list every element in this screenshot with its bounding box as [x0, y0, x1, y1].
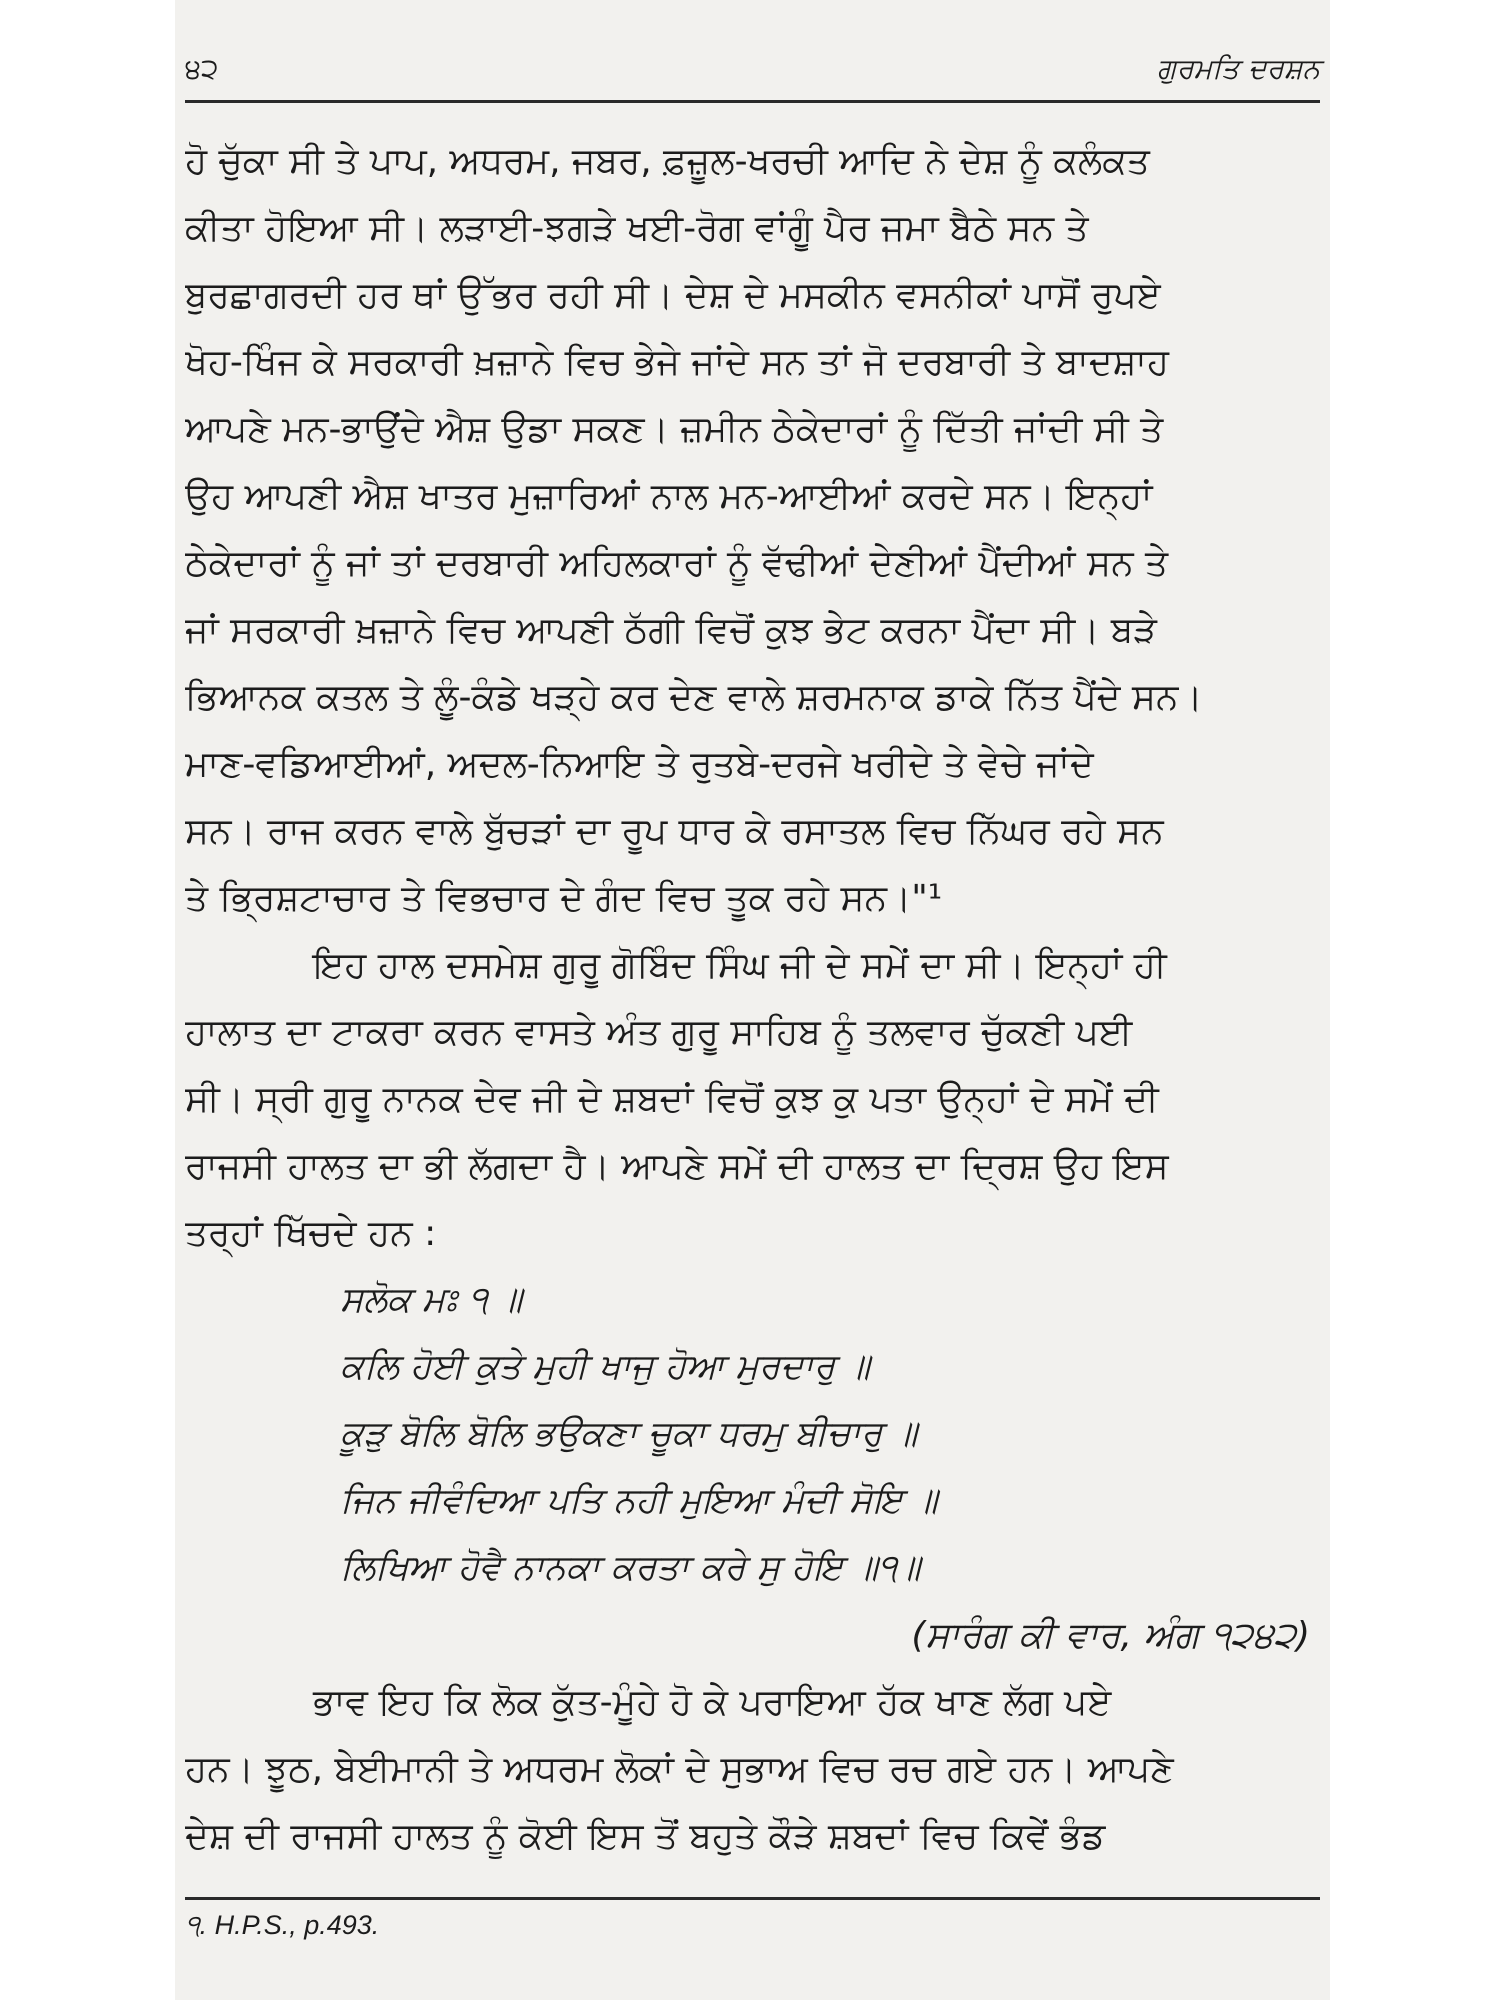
text-line: ਤਰ੍ਹਾਂ ਖਿੱਚਦੇ ਹਨ : [185, 1213, 437, 1254]
text-line: ਮਾਣ-ਵਡਿਆਈਆਂ, ਅਦਲ-ਨਿਆਇ ਤੇ ਰੁਤਬੇ-ਦਰਜੇ ਖਰੀਦੇ ਤੇ ਵੇਚੇ ਜਾਂਦੇ [185, 744, 1094, 785]
text-line: ਹੋ ਚੁੱਕਾ ਸੀ ਤੇ ਪਾਪ, ਅਧਰਮ, ਜਬਰ, ਫ਼ਜ਼ੂਲ-ਖਰਚੀ ਆਦਿ ਨੇ ਦੇਸ਼ ਨੂੰ ਕਲੰਕਤ [185, 141, 1150, 182]
footnote-divider [185, 1897, 1320, 1900]
text-line: ਰਾਜਸੀ ਹਾਲਤ ਦਾ ਭੀ ਲੱਗਦਾ ਹੈ। ਆਪਣੇ ਸਮੇਂ ਦੀ ਹਾਲਤ ਦਾ ਦ੍ਰਿਸ਼ ਉਹ ਇਸ [185, 1146, 1169, 1187]
paragraph-2 [185, 932, 1320, 1267]
scripture-verse [185, 1267, 1320, 1669]
text-line: ਖੋਹ-ਖਿੰਜ ਕੇ ਸਰਕਾਰੀ ਖ਼ਜ਼ਾਨੇ ਵਿਚ ਭੇਜੇ ਜਾਂਦੇ ਸਨ ਤਾਂ ਜੋ ਦਰਬਾਰੀ ਤੇ ਬਾਦਸ਼ਾਹ [185, 342, 1169, 383]
verse-line: ਜਿਨ ਜੀਵੰਦਿਆ ਪਤਿ ਨਹੀ ਮੁਇਆ ਮੰਦੀ ਸੋਇ ॥ [340, 1481, 938, 1521]
paragraph-3 [185, 1669, 1320, 1870]
text-line: ਬੁਰਛਾਗਰਦੀ ਹਰ ਥਾਂ ਉੱਭਰ ਰਹੀ ਸੀ। ਦੇਸ਼ ਦੇ ਮਸਕੀਨ ਵਸਨੀਕਾਂ ਪਾਸੋਂ ਰੁਪਏ [185, 275, 1161, 316]
footnote: ੧. H.P.S., p.493. [185, 1910, 380, 1940]
text-line: ਸੀ। ਸ੍ਰੀ ਗੁਰੂ ਨਾਨਕ ਦੇਵ ਜੀ ਦੇ ਸ਼ਬਦਾਂ ਵਿਚੋਂ ਕੁਝ ਕੁ ਪਤਾ ਉਨ੍ਹਾਂ ਦੇ ਸਮੇਂ ਦੀ [185, 1079, 1159, 1120]
text-line: ਆਪਣੇ ਮਨ-ਭਾਉਂਦੇ ਐਸ਼ ਉਡਾ ਸਕਣ। ਜ਼ਮੀਨ ਠੇਕੇਦਾਰਾਂ ਨੂੰ ਦਿੱਤੀ ਜਾਂਦੀ ਸੀ ਤੇ [185, 409, 1164, 450]
text-line: ਹਾਲਾਤ ਦਾ ਟਾਕਰਾ ਕਰਨ ਵਾਸਤੇ ਅੰਤ ਗੁਰੂ ਸਾਹਿਬ ਨੂੰ ਤਲਵਾਰ ਚੁੱਕਣੀ ਪਈ [185, 1012, 1133, 1053]
text-line: ਕੀਤਾ ਹੋਇਆ ਸੀ। ਲੜਾਈ-ਝਗੜੇ ਖਈ-ਰੋਗ ਵਾਂਗੂੰ ਪੈਰ ਜਮਾ ਬੈਠੇ ਸਨ ਤੇ [185, 208, 1089, 249]
text-line: ਉਹ ਆਪਣੀ ਐਸ਼ ਖਾਤਰ ਮੁਜ਼ਾਰਿਆਂ ਨਾਲ ਮਨ-ਆਈਆਂ ਕਰਦੇ ਸਨ। ਇਨ੍ਹਾਂ [185, 476, 1153, 517]
verse-line: ਕਲਿ ਹੋਈ ਕੁਤੇ ਮੁਹੀ ਖਾਜੁ ਹੋਆ ਮੁਰਦਾਰੁ ॥ [340, 1347, 870, 1387]
page-header [185, 48, 1320, 103]
verse-line: ਸਲੋਕ ਮਃ ੧ ॥ [340, 1280, 523, 1320]
text-line: ਹਨ। ਝੂਠ, ਬੇਈਮਾਨੀ ਤੇ ਅਧਰਮ ਲੋਕਾਂ ਦੇ ਸੁਭਾਅ ਵਿਚ ਰਚ ਗਏ ਹਨ। ਆਪਣੇ [185, 1749, 1174, 1790]
paragraph-1 [185, 128, 1320, 932]
text-line: ਸਨ। ਰਾਜ ਕਰਨ ਵਾਲੇ ਬੁੱਚੜਾਂ ਦਾ ਰੂਪ ਧਾਰ ਕੇ ਰਸਾਤਲ ਵਿਚ ਨਿੱਘਰ ਰਹੇ ਸਨ [185, 811, 1164, 852]
text-line: ਭਿਆਨਕ ਕਤਲ ਤੇ ਲੂੰ-ਕੰਡੇ ਖੜ੍ਹੇ ਕਰ ਦੇਣ ਵਾਲੇ ਸ਼ਰਮਨਾਕ ਡਾਕੇ ਨਿੱਤ ਪੈਂਦੇ ਸਨ। [185, 677, 1203, 718]
text-line: ਭਾਵ ਇਹ ਕਿ ਲੋਕ ਕੁੱਤ-ਮੂੰਹੇ ਹੋ ਕੇ ਪਰਾਇਆ ਹੱਕ ਖਾਣ ਲੱਗ ਪਏ [313, 1682, 1112, 1723]
text-line: ਤੇ ਭ੍ਰਿਸ਼ਟਾਚਾਰ ਤੇ ਵਿਭਚਾਰ ਦੇ ਗੰਦ ਵਿਚ ਤੂਕ ਰਹੇ ਸਨ।"¹ [185, 878, 943, 919]
body-text [185, 128, 1320, 1870]
verse-line: ਕੂੜੁ ਬੋਲਿ ਬੋਲਿ ਭਉਕਣਾ ਚੂਕਾ ਧਰਮੁ ਬੀਚਾਰੁ ॥ [340, 1414, 918, 1454]
verse-line: ਲਿਖਿਆ ਹੋਵੈ ਨਾਨਕਾ ਕਰਤਾ ਕਰੇ ਸੁ ਹੋਇ ॥੧॥ [340, 1548, 921, 1588]
verse-source: (ਸਾਰੰਗ ਕੀ ਵਾਰ, ਅੰਗ ੧੨੪੨) [911, 1615, 1310, 1656]
page-number: ੪੨ [185, 52, 219, 85]
running-title: ਗੁਰਮਤਿ ਦਰਸ਼ਨ [1156, 52, 1320, 85]
text-line: ਜਾਂ ਸਰਕਾਰੀ ਖ਼ਜ਼ਾਨੇ ਵਿਚ ਆਪਣੀ ਠੱਗੀ ਵਿਚੋਂ ਕੁਝ ਭੇਟ ਕਰਨਾ ਪੈਂਦਾ ਸੀ। ਬੜੇ [185, 610, 1157, 651]
text-line: ਠੇਕੇਦਾਰਾਂ ਨੂੰ ਜਾਂ ਤਾਂ ਦਰਬਾਰੀ ਅਹਿਲਕਾਰਾਂ ਨੂੰ ਵੱਢੀਆਂ ਦੇਣੀਆਂ ਪੈਂਦੀਆਂ ਸਨ ਤੇ [185, 543, 1169, 584]
text-line: ਇਹ ਹਾਲ ਦਸਮੇਸ਼ ਗੁਰੂ ਗੋਬਿੰਦ ਸਿੰਘ ਜੀ ਦੇ ਸਮੇਂ ਦਾ ਸੀ। ਇਨ੍ਹਾਂ ਹੀ [313, 945, 1167, 986]
text-line: ਦੇਸ਼ ਦੀ ਰਾਜਸੀ ਹਾਲਤ ਨੂੰ ਕੋਈ ਇਸ ਤੋਂ ਬਹੁਤੇ ਕੌੜੇ ਸ਼ਬਦਾਂ ਵਿਚ ਕਿਵੇਂ ਭੰਡ [185, 1816, 1106, 1857]
book-page [175, 0, 1330, 2000]
